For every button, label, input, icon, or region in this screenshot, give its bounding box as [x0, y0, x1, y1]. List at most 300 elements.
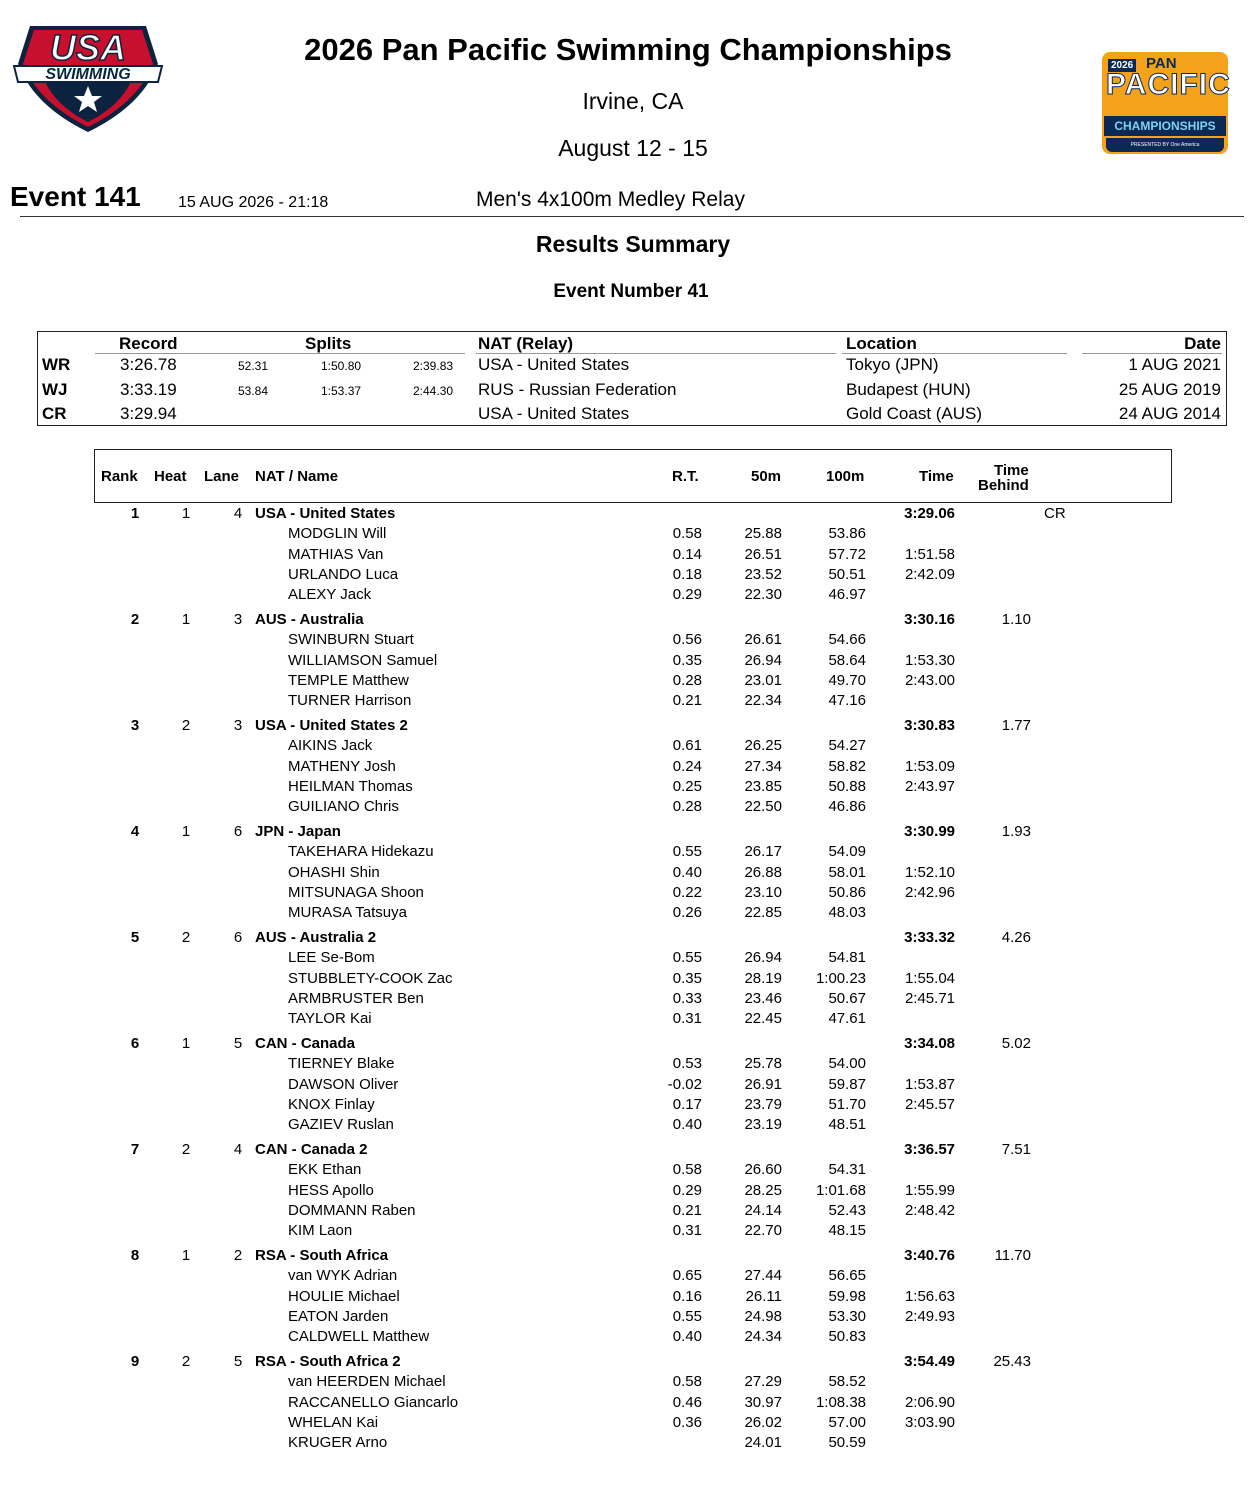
swimmer-50m: 24.34: [744, 1328, 782, 1346]
swimmer-50m: 27.29: [744, 1373, 782, 1391]
swimmer-reaction-time: 0.40: [672, 1116, 702, 1134]
swimmer-name: van WYK Adrian: [288, 1267, 398, 1285]
team-heat: 1: [181, 505, 191, 522]
record-date: 24 AUG 2014: [1118, 404, 1221, 423]
swimmer-50m: 26.02: [744, 1414, 782, 1432]
team-row: [0, 1247, 1256, 1267]
swimmer-50m: 22.85: [744, 904, 782, 922]
swimmer-100m: 50.51: [828, 566, 866, 584]
swimmer-reaction-time: 0.21: [672, 692, 702, 710]
swimmer-cumulative-split: 1:53.09: [904, 757, 955, 775]
pp-logo-year: 2026: [1108, 59, 1136, 72]
swimmer-name: ALEXY Jack: [288, 586, 372, 604]
swimmer-reaction-time: 0.58: [672, 525, 702, 543]
swimmer-reaction-time: 0.61: [672, 737, 702, 755]
swimmer-100m: 57.00: [828, 1414, 866, 1432]
swimmer-name: HESS Apollo: [288, 1181, 374, 1199]
record-split: 1:53.37: [321, 384, 362, 398]
swimmer-reaction-time: 0.31: [672, 1010, 702, 1028]
swimmer-row: [0, 1055, 1256, 1075]
swimmer-row: [0, 1010, 1256, 1030]
swimmer-row: [0, 1096, 1256, 1116]
swimmer-50m: 26.17: [744, 843, 782, 861]
swimmer-reaction-time: 0.25: [672, 778, 702, 796]
team-name: RSA - South Africa: [255, 1247, 389, 1264]
swimmer-reaction-time: 0.40: [672, 863, 702, 881]
record-split: 53.84: [238, 384, 269, 398]
swimmer-100m: 53.30: [828, 1308, 866, 1326]
swimmer-100m: 54.09: [828, 843, 866, 861]
team-heat: 2: [181, 1353, 191, 1370]
swimmer-50m: 26.25: [744, 737, 782, 755]
swimmer-reaction-time: 0.53: [672, 1055, 702, 1073]
swimmer-row: [0, 1373, 1256, 1393]
meet-dates: August 12 - 15: [558, 135, 708, 161]
page-title: 2026 Pan Pacific Swimming Championships: [304, 32, 952, 67]
team-time: 3:30.99: [904, 823, 955, 840]
meet-location: Irvine, CA: [582, 88, 684, 114]
pp-logo-pan: PAN: [1146, 55, 1177, 72]
swimmer-100m: 46.86: [828, 798, 866, 816]
swimmer-reaction-time: 0.55: [672, 843, 702, 861]
swimmer-name: TAKEHARA Hidekazu: [288, 843, 434, 861]
swimmer-name: SWINBURN Stuart: [288, 631, 414, 649]
record-split: 2:39.83: [413, 359, 454, 373]
col-rt-header: R.T.: [672, 468, 699, 485]
team-rank: 8: [130, 1247, 140, 1264]
swimmer-name: DAWSON Oliver: [288, 1075, 399, 1093]
swimmer-100m: 51.70: [828, 1096, 866, 1114]
swimmer-reaction-time: 0.26: [672, 904, 702, 922]
record-date: 1 AUG 2021: [1128, 355, 1221, 374]
team-time: 3:34.08: [904, 1035, 955, 1052]
swimmer-name: van HEERDEN Michael: [288, 1373, 446, 1391]
swimmer-reaction-time: 0.33: [672, 990, 702, 1008]
swimmer-100m: 50.88: [828, 778, 866, 796]
swimmer-reaction-time: 0.29: [672, 586, 702, 604]
record-row: [0, 355, 1256, 379]
swimmer-100m: 52.43: [828, 1202, 866, 1220]
records-header-rule: [476, 353, 836, 354]
swimmer-50m: 22.30: [744, 586, 782, 604]
team-time-behind: 1.10: [1001, 611, 1031, 628]
team-time: 3:40.76: [904, 1247, 955, 1264]
swimmer-50m: 26.94: [744, 651, 782, 669]
record-time: 3:26.78: [120, 355, 177, 374]
swimmer-50m: 22.45: [744, 1010, 782, 1028]
team-name: CAN - Canada 2: [255, 1141, 368, 1158]
swimmer-cumulative-split: 2:49.93: [904, 1308, 955, 1326]
records-header-date: Date: [1184, 334, 1221, 353]
swimmer-100m: 54.66: [828, 631, 866, 649]
team-row: [0, 717, 1256, 737]
swimmer-100m: 46.97: [828, 586, 866, 604]
swimmer-reaction-time: 0.36: [672, 1414, 702, 1432]
swimmer-reaction-time: 0.17: [672, 1096, 702, 1114]
swimmer-row: [0, 949, 1256, 969]
swimmer-row: [0, 525, 1256, 545]
team-row: [0, 505, 1256, 525]
swimmer-name: TURNER Harrison: [288, 692, 412, 710]
swimmer-row: [0, 864, 1256, 884]
swimmer-reaction-time: 0.65: [672, 1267, 702, 1285]
record-location: Gold Coast (AUS): [846, 404, 983, 423]
team-time-behind: 25.43: [993, 1353, 1031, 1370]
team-lane: 6: [233, 929, 243, 946]
swimmer-50m: 26.91: [744, 1075, 782, 1093]
swimmer-100m: 47.61: [828, 1010, 866, 1028]
swimmer-row: [0, 1394, 1256, 1414]
swimmer-row: [0, 1414, 1256, 1434]
swimmer-100m: 58.52: [828, 1373, 866, 1391]
team-name: USA - United States: [255, 505, 396, 522]
team-heat: 1: [181, 1035, 191, 1052]
team-rank: 5: [130, 929, 140, 946]
swimmer-row: [0, 1116, 1256, 1136]
swimmer-100m: 57.72: [828, 545, 866, 563]
swimmer-50m: 23.46: [744, 990, 782, 1008]
results-summary-heading: Results Summary: [535, 231, 731, 257]
swimmer-name: ARMBRUSTER Ben: [288, 990, 424, 1008]
swimmer-100m: 54.00: [828, 1055, 866, 1073]
event-name: Men's 4x100m Medley Relay: [476, 188, 745, 211]
swimmer-row: [0, 1267, 1256, 1287]
team-rank: 9: [130, 1353, 140, 1370]
swimmer-cumulative-split: 1:52.10: [904, 863, 955, 881]
team-record-flag: CR: [1044, 505, 1066, 522]
team-row: [0, 1353, 1256, 1373]
swimmer-cumulative-split: 1:55.04: [904, 969, 955, 987]
swimmer-reaction-time: 0.31: [672, 1222, 702, 1240]
swimmer-name: HOULIE Michael: [288, 1287, 400, 1305]
records-header-location: Location: [846, 334, 917, 353]
swimmer-reaction-time: 0.24: [672, 757, 702, 775]
swimmer-row: [0, 778, 1256, 798]
team-time: 3:29.06: [904, 505, 955, 522]
record-split: 52.31: [238, 359, 269, 373]
record-split: 1:50.80: [321, 359, 362, 373]
swimmer-name: OHASHI Shin: [288, 863, 380, 881]
swimmer-100m: 59.98: [828, 1287, 866, 1305]
records-header-splits: Splits: [305, 334, 352, 353]
swimmer-50m: 23.85: [744, 778, 782, 796]
swimmer-name: MITSUNAGA Shoon: [288, 884, 424, 902]
swimmer-50m: 27.34: [744, 757, 782, 775]
team-lane: 2: [233, 1247, 243, 1264]
swimmer-100m: 54.31: [828, 1161, 866, 1179]
swimmer-cumulative-split: 2:48.42: [904, 1202, 955, 1220]
record-time: 3:33.19: [120, 380, 177, 399]
swimmer-reaction-time: 0.28: [672, 798, 702, 816]
swimmer-50m: 30.97: [744, 1393, 782, 1411]
team-time: 3:54.49: [904, 1353, 955, 1370]
team-lane: 4: [233, 505, 243, 522]
swimmer-50m: 23.01: [744, 672, 782, 690]
team-name: AUS - Australia: [255, 611, 364, 628]
team-rank: 2: [130, 611, 140, 628]
swimmer-cumulative-split: 1:56.63: [904, 1287, 955, 1305]
swimmer-100m: 56.65: [828, 1267, 866, 1285]
swimmer-name: KIM Laon: [288, 1222, 353, 1240]
team-row: [0, 1035, 1256, 1055]
record-nat: USA - United States: [478, 404, 630, 423]
team-time-behind: 5.02: [1001, 1035, 1031, 1052]
swimmer-100m: 54.81: [828, 949, 866, 967]
team-name: AUS - Australia 2: [255, 929, 377, 946]
swimmer-50m: 28.19: [744, 969, 782, 987]
swimmer-reaction-time: 0.40: [672, 1328, 702, 1346]
swimmer-50m: 26.61: [744, 631, 782, 649]
swimmer-cumulative-split: 1:53.87: [904, 1075, 955, 1093]
swimmer-cumulative-split: 2:45.71: [904, 990, 955, 1008]
swimmer-reaction-time: 0.46: [672, 1393, 702, 1411]
swimmer-50m: 24.98: [744, 1308, 782, 1326]
records-header-record: Record: [119, 334, 178, 353]
swimmer-50m: 26.88: [744, 863, 782, 881]
event-label: Event 141: [10, 181, 141, 212]
swimmer-50m: 23.52: [744, 566, 782, 584]
usa-logo-word: USA: [49, 27, 127, 68]
swimmer-cumulative-split: 1:51.58: [904, 545, 955, 563]
swimmer-name: EKK Ethan: [288, 1161, 362, 1179]
col-heat-header: Heat: [154, 468, 187, 485]
swimmer-50m: 26.51: [744, 545, 782, 563]
swimmer-row: [0, 904, 1256, 924]
swimmer-50m: 26.94: [744, 949, 782, 967]
col-time-header: Time: [919, 468, 954, 485]
swimmer-name: AIKINS Jack: [288, 737, 373, 755]
team-rank: 1: [130, 505, 140, 522]
event-divider: [20, 216, 1244, 217]
swimmer-cumulative-split: 1:53.30: [904, 651, 955, 669]
swimmer-row: [0, 546, 1256, 566]
swimmer-reaction-time: 0.14: [672, 545, 702, 563]
swimmer-100m: 1:08.38: [815, 1393, 866, 1411]
team-lane: 5: [233, 1035, 243, 1052]
swimmer-reaction-time: 0.56: [672, 631, 702, 649]
swimmer-100m: 53.86: [828, 525, 866, 543]
swimmer-50m: 23.19: [744, 1116, 782, 1134]
swimmer-row: [0, 692, 1256, 712]
record-nat: USA - United States: [478, 355, 630, 374]
swimmer-50m: 22.70: [744, 1222, 782, 1240]
team-lane: 4: [233, 1141, 243, 1158]
team-row: [0, 823, 1256, 843]
swimmer-50m: 25.78: [744, 1055, 782, 1073]
team-time: 3:33.32: [904, 929, 955, 946]
record-type: CR: [42, 404, 67, 423]
team-name: CAN - Canada: [255, 1035, 356, 1052]
team-time: 3:30.16: [904, 611, 955, 628]
swimmer-row: [0, 990, 1256, 1010]
swimmer-cumulative-split: 2:42.96: [904, 884, 955, 902]
records-header-rule: [95, 353, 465, 354]
pp-logo-championships: CHAMPIONSHIPS: [1104, 116, 1226, 136]
swimmer-50m: 22.50: [744, 798, 782, 816]
swimmer-50m: 22.34: [744, 692, 782, 710]
swimmer-50m: 24.14: [744, 1202, 782, 1220]
swimmer-name: KNOX Finlay: [288, 1096, 375, 1114]
team-name: JPN - Japan: [255, 823, 341, 840]
swimmer-name: GUILIANO Chris: [288, 798, 399, 816]
team-time: 3:36.57: [904, 1141, 955, 1158]
swimmer-row: [0, 631, 1256, 651]
swimmer-100m: 58.82: [828, 757, 866, 775]
record-type: WR: [42, 355, 71, 374]
swimmer-row: [0, 1161, 1256, 1181]
swimmer-row: [0, 1288, 1256, 1308]
record-split: 2:44.30: [413, 384, 454, 398]
swimmer-50m: 26.60: [744, 1161, 782, 1179]
col-50m-header: 50m: [751, 468, 782, 485]
col-name-header: NAT / Name: [255, 468, 339, 485]
swimmer-reaction-time: 0.55: [672, 1308, 702, 1326]
team-name: RSA - South Africa 2: [255, 1353, 401, 1370]
swimmer-100m: 58.01: [828, 863, 866, 881]
swimmer-100m: 54.27: [828, 737, 866, 755]
record-location: Tokyo (JPN): [846, 355, 939, 374]
swimmer-row: [0, 566, 1256, 586]
records-header-rule: [842, 353, 1067, 354]
records-header-rule: [1082, 353, 1222, 354]
swimmer-name: MATHIAS Van: [288, 545, 384, 563]
swimmer-cumulative-split: 1:55.99: [904, 1181, 955, 1199]
record-location: Budapest (HUN): [846, 380, 971, 399]
swimmer-row: [0, 1182, 1256, 1202]
team-heat: 2: [181, 929, 191, 946]
swimmer-name: STUBBLETY-COOK Zac: [288, 969, 453, 987]
team-time-behind: 4.26: [1001, 929, 1031, 946]
swimmer-100m: 47.16: [828, 692, 866, 710]
swimmer-reaction-time: 0.58: [672, 1373, 702, 1391]
swimmer-50m: 27.44: [744, 1267, 782, 1285]
swimmer-name: TIERNEY Blake: [288, 1055, 395, 1073]
swimmer-100m: 1:01.68: [815, 1181, 866, 1199]
record-row: [0, 380, 1256, 404]
swimmer-reaction-time: 0.22: [672, 884, 702, 902]
swimmer-50m: 23.10: [744, 884, 782, 902]
pp-logo-presented: PRESENTED BY One America: [1106, 138, 1224, 152]
swimmer-100m: 48.51: [828, 1116, 866, 1134]
swimmer-100m: 50.67: [828, 990, 866, 1008]
team-rank: 4: [130, 823, 140, 840]
record-time: 3:29.94: [120, 404, 177, 423]
swimmer-cumulative-split: 2:43.97: [904, 778, 955, 796]
swimmer-cumulative-split: 2:45.57: [904, 1096, 955, 1114]
swimmer-name: WILLIAMSON Samuel: [288, 651, 438, 669]
swimmer-100m: 59.87: [828, 1075, 866, 1093]
swimmer-row: [0, 1308, 1256, 1328]
swimmer-reaction-time: 0.28: [672, 672, 702, 690]
swimmer-row: [0, 652, 1256, 672]
team-lane: 3: [233, 611, 243, 628]
swimmer-reaction-time: 0.21: [672, 1202, 702, 1220]
swimmer-row: [0, 737, 1256, 757]
swimmer-row: [0, 1434, 1256, 1454]
swimmer-cumulative-split: 3:03.90: [904, 1414, 955, 1432]
event-datetime: 15 AUG 2026 - 21:18: [178, 194, 329, 211]
swimmer-row: [0, 1076, 1256, 1096]
swimmer-row: [0, 798, 1256, 818]
swimming-logo-word: SWIMMING: [45, 66, 131, 83]
swimmer-row: [0, 1222, 1256, 1242]
swimmer-reaction-time: 0.55: [672, 949, 702, 967]
record-row: [0, 404, 1256, 428]
swimmer-row: [0, 1328, 1256, 1348]
swimmer-name: TEMPLE Matthew: [288, 672, 409, 690]
col-behind-header-1: Time: [994, 462, 1029, 479]
records-header-nat: NAT (Relay): [478, 334, 574, 353]
swimmer-reaction-time: 0.58: [672, 1161, 702, 1179]
team-time: 3:30.83: [904, 717, 955, 734]
swimmer-row: [0, 970, 1256, 990]
event-number-heading: Event Number 41: [553, 281, 709, 302]
team-heat: 1: [181, 611, 191, 628]
team-time-behind: 11.70: [994, 1247, 1031, 1264]
swimmer-100m: 50.86: [828, 884, 866, 902]
swimmer-name: WHELAN Kai: [288, 1414, 379, 1432]
team-rank: 6: [130, 1035, 140, 1052]
pp-logo-pacific: PACIFIC: [1106, 68, 1231, 101]
col-rank-header: Rank: [101, 468, 138, 485]
swimmer-name: URLANDO Luca: [288, 566, 399, 584]
swimmer-50m: 25.88: [744, 525, 782, 543]
swimmer-name: LEE Se-Bom: [288, 949, 375, 967]
team-row: [0, 611, 1256, 631]
team-time-behind: 1.93: [1001, 823, 1031, 840]
col-behind-header-2: Behind: [978, 477, 1029, 494]
swimmer-row: [0, 758, 1256, 778]
team-rank: 3: [130, 717, 140, 734]
swimmer-name: KRUGER Arno: [288, 1434, 388, 1452]
team-row: [0, 929, 1256, 949]
col-lane-header: Lane: [204, 468, 240, 485]
team-heat: 2: [181, 1141, 191, 1158]
swimmer-name: HEILMAN Thomas: [288, 778, 413, 796]
swimmer-row: [0, 672, 1256, 692]
swimmer-name: RACCANELLO Giancarlo: [288, 1393, 459, 1411]
swimmer-name: MATHENY Josh: [288, 757, 396, 775]
swimmer-name: DOMMANN Raben: [288, 1202, 416, 1220]
swimmer-50m: 26.11: [745, 1287, 782, 1305]
swimmer-100m: 48.15: [828, 1222, 866, 1240]
swimmer-name: TAYLOR Kai: [288, 1010, 372, 1028]
swimmer-row: [0, 1202, 1256, 1222]
team-heat: 2: [181, 717, 191, 734]
swimmer-100m: 49.70: [828, 672, 866, 690]
swimmer-100m: 1:00.23: [815, 969, 866, 987]
team-heat: 1: [181, 823, 191, 840]
record-nat: RUS - Russian Federation: [478, 380, 677, 399]
team-lane: 6: [233, 823, 243, 840]
swimmer-cumulative-split: 2:42.09: [904, 566, 955, 584]
swimmer-50m: 23.79: [744, 1096, 782, 1114]
swimmer-reaction-time: 0.35: [672, 969, 702, 987]
swimmer-name: MODGLIN Will: [288, 525, 387, 543]
swimmer-100m: 58.64: [828, 651, 866, 669]
swimmer-100m: 50.83: [828, 1328, 866, 1346]
swimmer-name: EATON Jarden: [288, 1308, 389, 1326]
swimmer-row: [0, 586, 1256, 606]
swimmer-cumulative-split: 2:43.00: [904, 672, 955, 690]
team-row: [0, 1141, 1256, 1161]
team-time-behind: 1.77: [1001, 717, 1031, 734]
swimmer-reaction-time: 0.29: [672, 1181, 702, 1199]
swimmer-row: [0, 884, 1256, 904]
swimmer-name: CALDWELL Matthew: [288, 1328, 430, 1346]
swimmer-reaction-time: 0.35: [672, 651, 702, 669]
swimmer-50m: 24.01: [744, 1434, 782, 1452]
